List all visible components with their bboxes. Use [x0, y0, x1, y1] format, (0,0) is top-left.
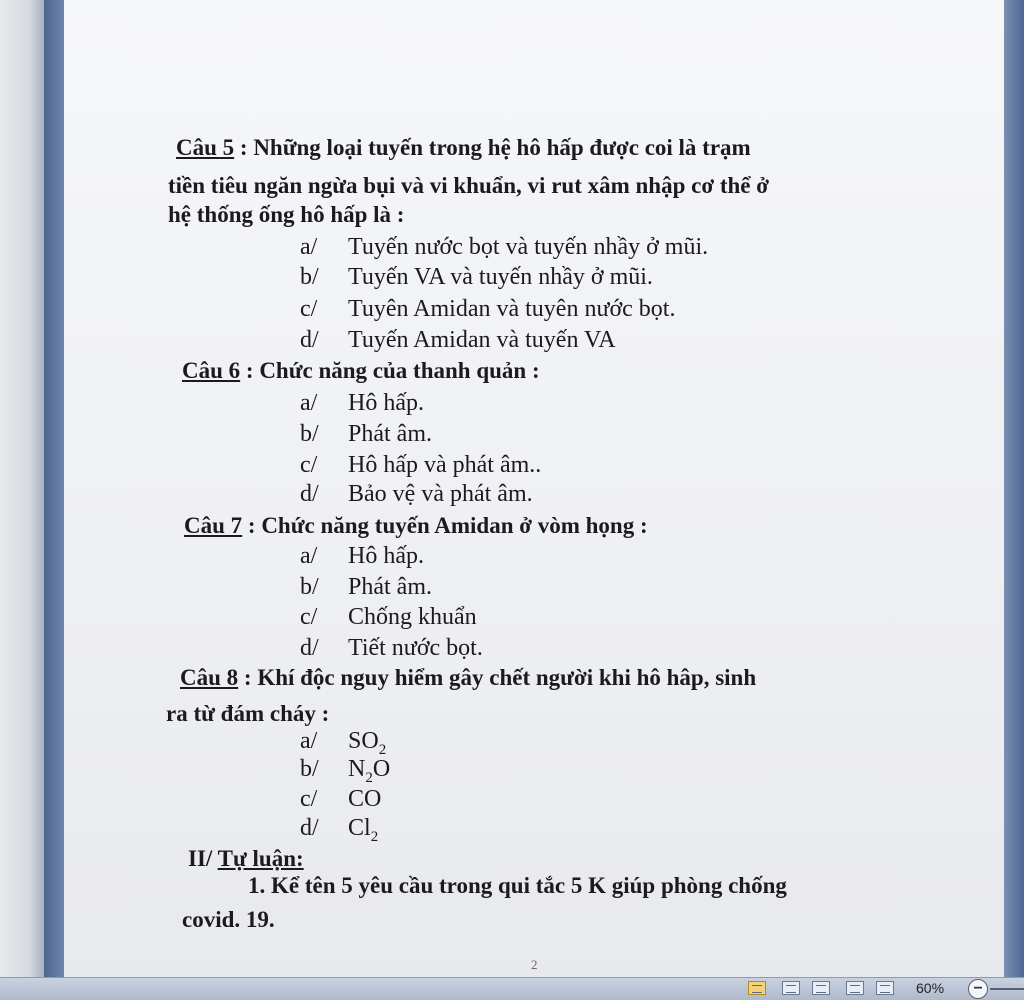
question-6-option-a: a/ Hô hấp. — [300, 390, 424, 416]
question-7-option-d: d/ Tiết nước bọt. — [300, 635, 483, 661]
question-8-option-d: d/ $Cl_2$ — [300, 815, 379, 845]
question-7-label: Câu 7 — [184, 513, 243, 538]
question-5-option-b: b/ Tuyến VA và tuyến nhầy ở mũi. — [300, 264, 653, 290]
question-8-option-c: c/ CO — [300, 786, 382, 812]
question-7-line: Câu 7 : Chức năng tuyến Amidan ở vòm họng : — [184, 513, 648, 538]
question-8-line-2: ra từ đám cháy : — [166, 701, 330, 726]
draft-icon[interactable] — [876, 981, 894, 995]
zoom-out-button[interactable]: − — [968, 979, 988, 999]
question-8-line-1: Câu 8 : Khí độc nguy hiểm gây chết người khi hô hâp, sinh — [180, 665, 757, 690]
question-6-option-d: d/ Bảo vệ và phát âm. — [300, 481, 533, 507]
question-5-line-2: tiền tiêu ngăn ngừa bụi và vi khuẩn, vi rut xâm nhập cơ thể ở — [168, 173, 769, 198]
question-5-line-1 — [176, 134, 751, 162]
part-2-label: Tự luận: — [217, 846, 304, 871]
zoom-slider[interactable] — [990, 988, 1024, 990]
window-left-edge — [44, 0, 64, 985]
question-6-line: Câu 6 : Chức năng của thanh quản : — [182, 358, 540, 383]
question-8-label: Câu 8 — [180, 665, 239, 690]
window-right-edge — [1004, 0, 1024, 985]
question-7-option-a: a/ Hô hấp. — [300, 543, 424, 569]
question-5-text: : Những loại tuyến trong hệ hô hấp được coi là trạm — [234, 135, 751, 160]
page-number: 2 — [531, 957, 538, 972]
status-bar — [0, 977, 1024, 1000]
monitor-bezel — [0, 0, 48, 1000]
question-5-option-a: a/ Tuyến nước bọt và tuyến nhầy ở mũi. — [300, 234, 709, 260]
question-5-label: Câu 5 — [176, 135, 235, 160]
web-layout-icon[interactable] — [812, 981, 830, 995]
question-6-option-b: b/ Phát âm. — [300, 421, 432, 447]
question-6-option-c: c/ Hô hấp và phát âm.. — [300, 452, 542, 478]
part-2-item-1-line-1: 1. Kể tên 5 yêu cầu trong qui tắc 5 K giúp phòng chống — [248, 873, 787, 898]
part-2-heading: II/ Tự luận: — [188, 846, 304, 871]
question-5-option-c: c/ Tuyên Amidan và tuyên nước bọt. — [300, 296, 676, 322]
question-5-option-d: d/ Tuyến Amidan và tuyến VA — [300, 327, 616, 353]
zoom-level[interactable]: 60% — [916, 980, 945, 996]
question-7-option-c: c/ Chống khuẩn — [300, 604, 477, 630]
full-screen-reading-icon[interactable] — [782, 981, 800, 995]
question-6-label: Câu 6 — [182, 358, 241, 383]
print-layout-icon[interactable] — [748, 981, 766, 995]
question-7-option-b: b/ Phát âm. — [300, 574, 432, 600]
document-body — [64, 0, 1004, 985]
part-2-item-1-line-2: covid. 19. — [182, 907, 275, 932]
question-8-option-a: a/ $SO_2$ — [300, 728, 387, 758]
question-5-line-3: hệ thống ống hô hấp là : — [168, 202, 405, 227]
document-page[interactable] — [64, 0, 1004, 985]
question-8-option-b: b/ $N_2O$ — [300, 756, 391, 786]
outline-icon[interactable] — [846, 981, 864, 995]
